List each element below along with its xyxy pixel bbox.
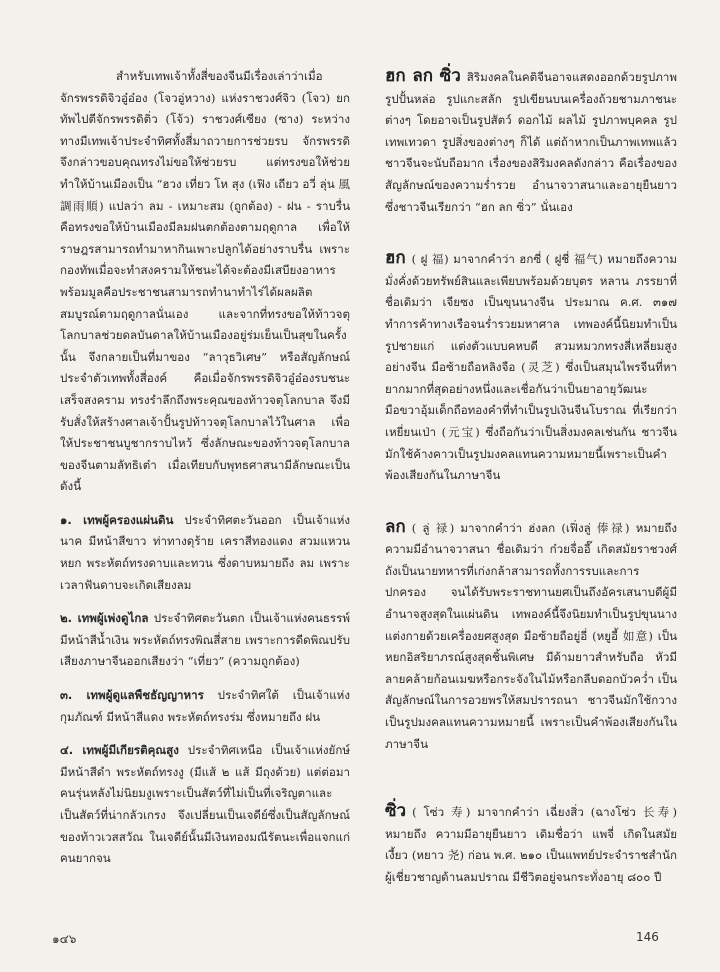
- list-item-title: ๔. เทพผู้มีเกียรติคุณสูง: [60, 743, 179, 758]
- section-paragraph: [385, 66, 677, 218]
- left-column: [60, 66, 350, 882]
- list-item-text: ประจำทิศตะวันออก เป็นเจ้าแห่งนาค มีหน้าสีขาว ท่าทางดุร้าย เคราสีทองแดง สวมแหวนหยก พระหัตถ์ทรงดาบและทวน ซึ่งดาบหมายถึง ลม เพราะเวลาฟันดาบจะเกิดเสียงลม: [60, 512, 350, 592]
- section-heading: ลก: [385, 516, 406, 537]
- section-paragraph: [385, 517, 677, 756]
- list-item: [60, 740, 350, 870]
- list-item-text: ประจำทิศใต้ เป็นเจ้าแห่งกุมภัณฑ์ มีหน้าสีแดง พระหัตถ์ทรงร่ม ซึ่งหมายถึง ฝน: [60, 688, 350, 724]
- section-text: ( โซ่ว 寿) มาจากคำว่า เฉี่ยงสิ่ว (ฉางโซ่ว 长寿) หมายถึง ความมีอายุยืนยาว เดิมชื่อว่า แพจี่ เกิดในสมัยเงี้ยว (หยาว 尧) ก่อน พ.ศ. ๒๑๐ เป็นแพทย์ประจำราชสำนักผู้เชี่ยวชาญด้านลมปราณ มีชีวิตอยู่จนกระทั่งอายุ ๘๐๐ ปี: [385, 805, 677, 884]
- spacer: [385, 499, 677, 517]
- section-text: ( ฝู 福) มาจากคำว่า ฮกซี่ ( ฝูชี่ 福气) หมายถึงความมั่งคั่งด้วยทรัพย์สินและเพียบพร้อมด้วยบุตร หลาน ภรรยาที่ ชื่อเดิมว่า เจียซง เป็นขุนนางจีน ประมาณ ค.ศ. ๓๑๗ ทำการค้าทางเรือจนร่ำรวยมหาศาล เทพองค์นี้นิยมทำเป็นรูปชายแก่ แต่งตัวแบบคหบดี สวมหมวกทรงสี่เหลี่ยมสูงอย่างจีน มือซ้ายถือหลิงจือ (灵芝) ซึ่งเป็นสมุนไพรจีนที่หายากมากที่สุดอย่างหนึ่งและเชื่อกันว่าเป็นยาอายุวัฒนะ มือขวาอุ้มเด็กถือทองคำที่ทำเป็นรูปเงินจีนโบราณ ที่เรียกว่า เหยี่ยนเป่า (元宝) ซึ่งถือกันว่าเป็นสิ่งมงคลเช่นกัน ชาวจีนมักใช้ค้างคาวเป็นรูปมงคลแทนความหมายนี้เพราะเป็นคำพ้องเสียงกันในภาษาจีน: [385, 252, 677, 483]
- spacer: [385, 767, 677, 801]
- list-item: [60, 510, 350, 596]
- list-item-text: ประจำทิศตะวันตก เป็นเจ้าแห่งคนธรรพ์ มีหน้าสีน้ำเงิน พระหัตถ์ทรงพิณสี่สาย เพราะการดีดพิณปรับเสียงภาษาจีนออกเสียงว่า “เที่ยว” (ความถูกต้อง): [60, 611, 351, 669]
- right-column: [385, 66, 677, 901]
- list-item: [60, 608, 350, 673]
- section-heading: ฮก ลก ซิ่ว: [385, 66, 461, 86]
- list-item-title: ๒. เทพผู้เพ่งดูไกล: [60, 611, 149, 626]
- section-text: สิริมงคลในคติจีนอาจแสดงออกด้วยรูปภาพ รูปปั้นหล่อ รูปแกะสลัก รูปเขียนบนเครื่องถ้วยชามภาชนะต่างๆ โดยอาจเป็นรูปสัตว์ ดอกไม้ ผลไม้ รูปภาพบุคคล รูปเทพเทวดา รูปสิ่งของต่างๆ ก็ได้ แต่ถ้าหากเป็นภาพเทพแล้วชาวจีนจะนับถือมาก เรื่องของสิริมงคลดังกล่าว คือเรื่องของสัญลักษณ์ของความร่ำรวย อำนาจวาสนาและอายุยืนยาว ซึ่งชาวจีนเรียกว่า “ฮก ลก ซิ่ว” นั่นเอง: [385, 70, 677, 214]
- section-text: ( ลู่ 禄) มาจากคำว่า ฮ่งลก (เฟิ่งลู่ 俸禄) หมายถึงความมีอำนาจวาสนา ชื่อเดิมว่า ก๋วยจื่ออี๊ เกิดสมัยราชวงศ์ถังเป็นนายทหารที่เก่งกล้าสามารถทั้งการรบและการปกครอง จนได้รับพระราชทานยศเป็นถึงอัครเสนาบดีผู้มีอำนาจสูงสุดในแผ่นดิน เทพองค์นี้จึงนิยมทำเป็นรูปขุนนางแต่งกายด้วยเครื่องยศสูงสุด มือซ้ายถือยู่อี่ (หยูอี้ 如意) เป็นหยกอิสริยาภรณ์สูงสุดชิ้นพิเศษ มีด้ามยาวสำหรับถือ หัวมีลายคล้ายก้อนเมฆหรือกระจังในไม้หรือกลีบดอกบัวคว่ำ เป็นสัญลักษณ์ในการอวยพรให้สมปรารถนา ชาวจีนมักใช้กวางเป็นรูปมงคลแทนความหมายนี้ เพราะเป็นคำพ้องเสียงกันในภาษาจีน: [385, 520, 677, 751]
- spacer: [385, 230, 677, 248]
- list-item-title: ๓. เทพผู้ดูแลพืชธัญญาหาร: [60, 688, 204, 703]
- list-item-title: ๑. เทพผู้ครองแผ่นดิน: [60, 512, 174, 527]
- page-number-thai: ๑๔๖: [52, 932, 77, 946]
- section-heading: ฮก: [385, 248, 406, 269]
- page-number-arabic: 146: [636, 930, 659, 944]
- list-item-text: ประจำทิศเหนือ เป็นเจ้าแห่งยักษ์ มีหน้าสีดำ พระหัตถ์ทรงงู (มีแส้ ๒ แส้ มีถุงด้วย) แต่ต่อมาคนรุ่นหลังไม่นิยมงูเพราะเป็นสัตว์ที่ไม่เป็นที่เจริญตาและเป็นสัตว์ที่น่ากลัวเกรง จึงเปลี่ยนเป็นเจดีย์ซึ่งเป็นสัญลักษณ์ของท้าวเวสสวัณ ในเจดีย์นั้นมีเงินทองมณีรัตนะเพื่อแจกแก่คนยากจน: [60, 743, 350, 866]
- section-paragraph: [385, 248, 677, 487]
- section-heading: ซิ่ว: [385, 801, 407, 822]
- list-item: [60, 685, 350, 728]
- intro-paragraph: สำหรับเทพเจ้าทั้งสี่ของจีนมีเรื่องเล่าว่าเมื่อจักรพรรดิจิวอู๋อ๋อง (โจวอู่หวาง) แห่งราชวงศ์จิว (โจว) ยกทัพไปตีจักรพรรดิติ่ว (โจ้ว) ราชวงศ์เซียง (ซาง) ระหว่างทางมีเทพเจ้าประจำทิศทั้งสี่มาถวายการช่วยรบ จักรพรรดิจึงกล่าวขอบคุณทรงไม่ขอให้ช่วยรบ แต่ทรงขอให้ช่วยทำให้บ้านเมืองเป็น “ฮวง เที่ยว โห สุง (เฟิง เถียว อวี่ ลุ่น 風調雨順) แปลว่า ลม - เหมาะสม (ถูกต้อง) - ฝน - ราบรื่น คือทรงขอให้บ้านเมืองมีลมฝนตกต้องตามฤดูกาล เพื่อให้ราษฎรสามารถทำมาหากินเพาะปลูกได้อย่างราบรื่น เพราะกองทัพเมื่อจะทำสงครามให้ชนะได้จะต้องมีเสบียงอาหารพร้อมมูลคือประชาชนสามารถทำนาทำไร่ได้ผลผลิตสมบูรณ์ตามฤดูกาลนั่นเอง และจากที่ทรงขอให้ท้าวจตุโลกบาลช่วยดลบันดาลให้บ้านเมืองอยู่ร่มเย็นเป็นสุขในครั้งนั้น จึงกลายเป็นที่มาของ “ลาวุธวิเศษ” หรือสัญลักษณ์ประจำตัวเทพทั้งสี่องค์ คือเมื่อจักรพรรดิจิวอู๋อ๋องรบชนะเสร็จสงคราม ทรงรำลึกถึงพระคุณของท้าวจตุโลกบาล จึงมีรับสั่งให้สร้างศาลเจ้าปั้นรูปท้าวจตุโลกบาลไว้ในศาล เพื่อให้ประชาชนบูชากราบไหว้ ซึ่งลักษณะของท้าวจตุโลกบาลของจีนตามลัทธิเต๋า เมื่อเทียบกับพุทธศาสนามีลักษณะเป็นดังนี้: [60, 69, 350, 494]
- section-paragraph: [385, 801, 677, 888]
